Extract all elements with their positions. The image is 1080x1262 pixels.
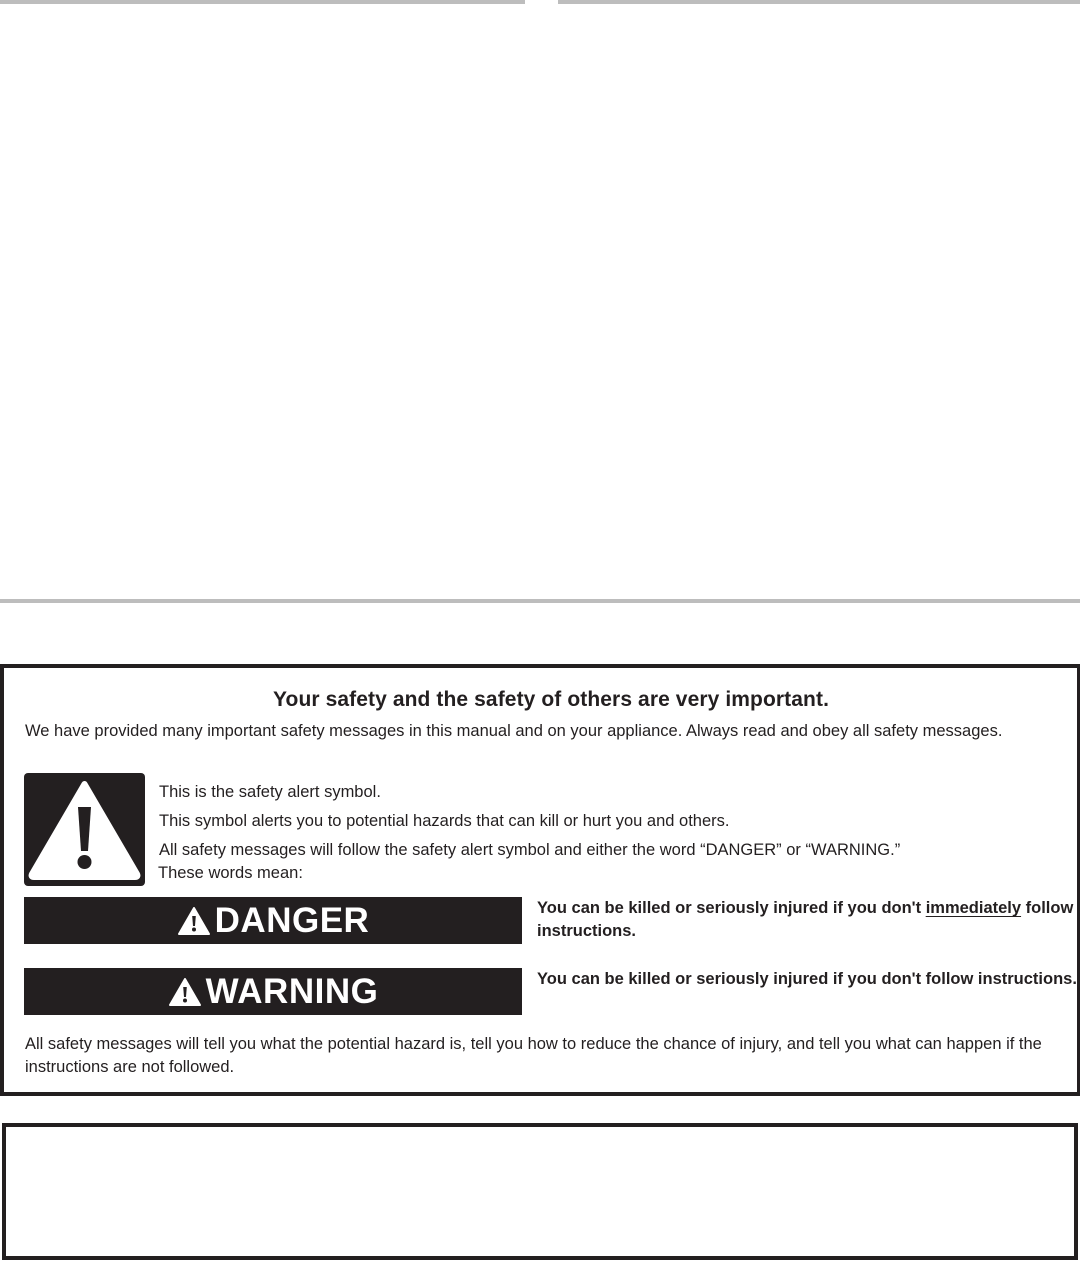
warning-signal-bar — [24, 968, 522, 1015]
danger-signal-bar — [24, 897, 522, 944]
lower-empty-box — [2, 1123, 1078, 1260]
danger-message-text: You can be killed or seriously injured if you don't — [537, 899, 926, 917]
symbol-description-line: All safety messages will follow the safety alert symbol and either the word “DANGER” or “WARNING.” — [159, 841, 901, 859]
safety-heading: Your safety and the safety of others are very important. — [272, 688, 830, 711]
warning-label: WARNING — [205, 972, 379, 1011]
danger-label: DANGER — [214, 901, 370, 940]
safety-intro: We have provided many important safety messages in this manual and on your appliance. Always read and obey all safety messages. — [25, 722, 1003, 740]
symbol-description-line: This symbol alerts you to potential hazards that can kill or hurt you and others. — [159, 812, 730, 830]
symbol-description-line: This is the safety alert symbol. — [159, 783, 381, 801]
section-divider — [0, 599, 1080, 603]
danger-description — [537, 897, 1077, 943]
top-rule-left — [0, 0, 525, 4]
danger-message-text-end: follow instructions. — [537, 899, 1074, 940]
warning-triangle-icon — [177, 906, 211, 936]
safety-information-box — [0, 664, 1080, 1096]
symbol-description-line: These words mean: — [158, 864, 303, 882]
safety-alert-symbol-icon — [24, 773, 145, 886]
safety-closing-text: All safety messages will tell you what the potential hazard is, tell you how to reduce the chance of injury, and tell you what can happen if the instructions are not followed. — [25, 1035, 1042, 1076]
top-rule-right — [558, 0, 1080, 4]
danger-emphasis-text: immediately — [925, 899, 1022, 917]
warning-description: You can be killed or seriously injured if you don't follow instructions. — [537, 970, 1077, 988]
warning-triangle-icon — [168, 977, 202, 1007]
